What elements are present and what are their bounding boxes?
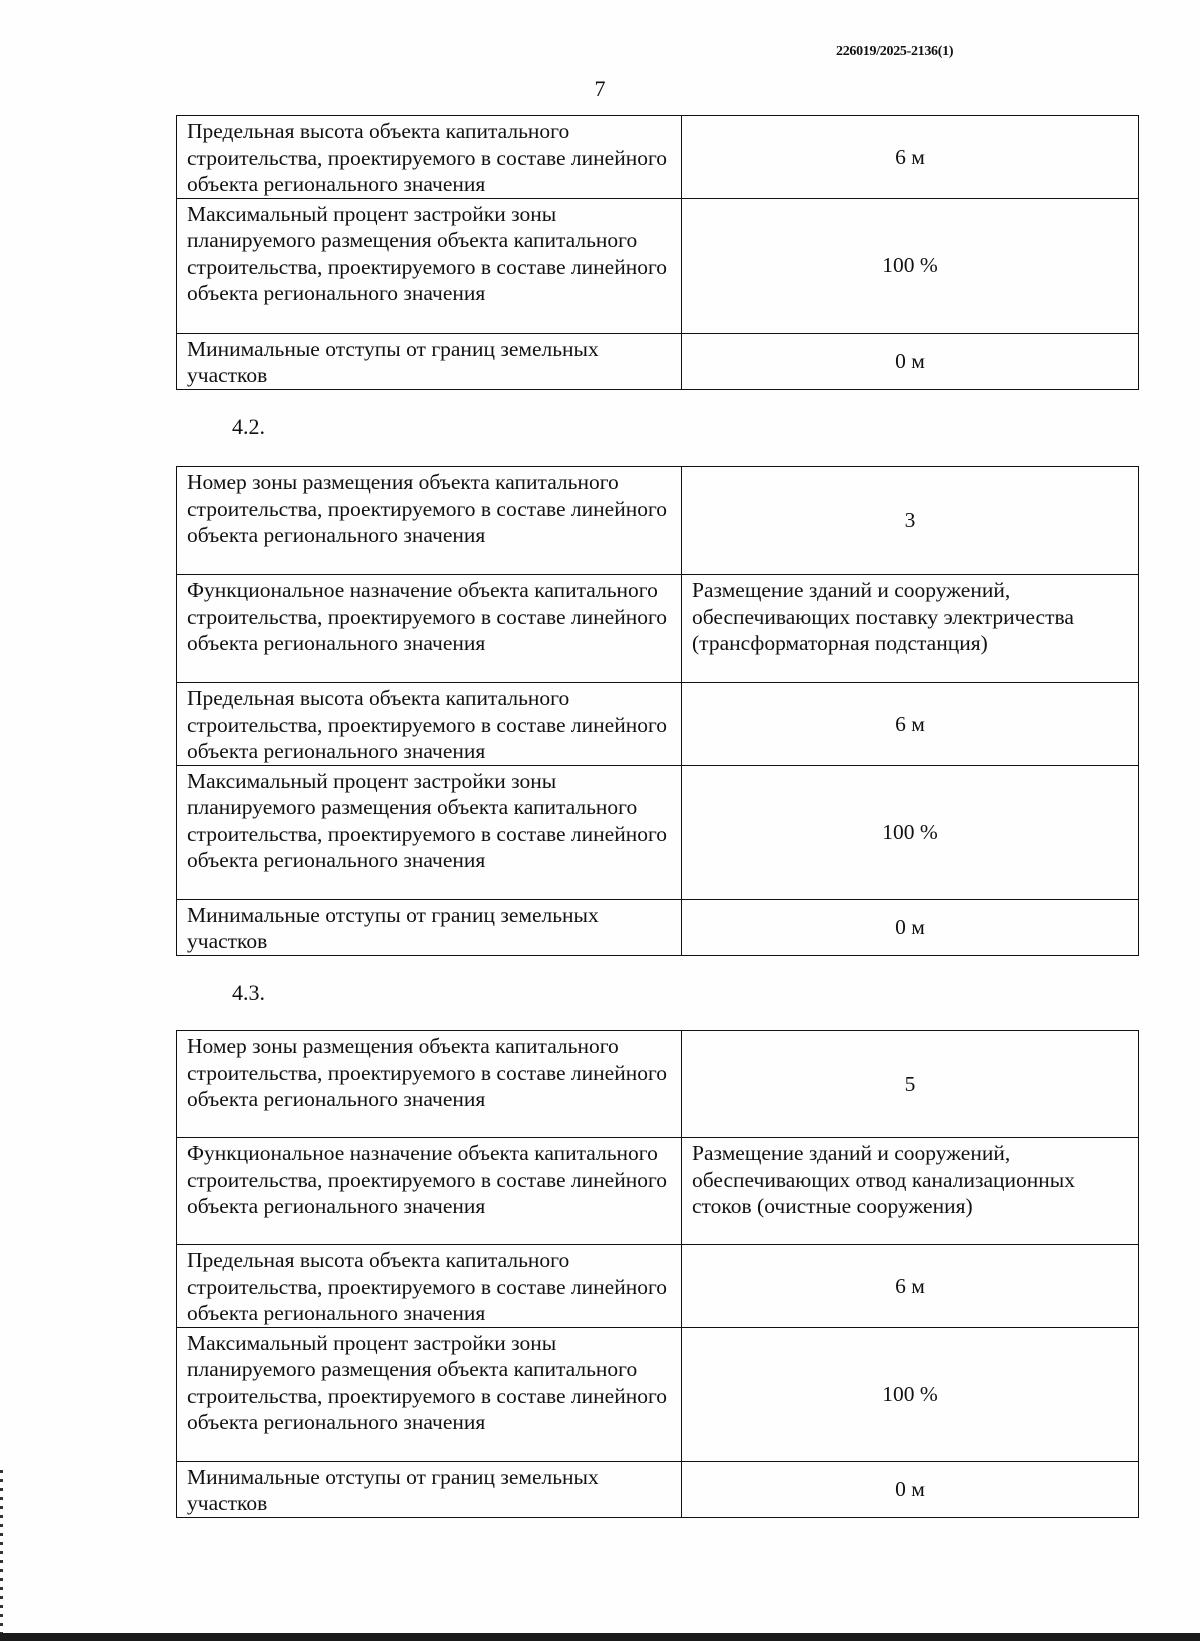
param-label: Номер зоны размещения объекта капитального строительства, проектируемого в составе линейного объекта регионального значения (177, 467, 682, 575)
document-id: 226019/2025-2136(1) (836, 44, 954, 59)
param-label: Максимальный процент застройки зоны планируемого размещения объекта капитального строительства, проектируемого в составе линейного объекта регионального значения (177, 1327, 682, 1461)
param-value: 3 (682, 467, 1139, 575)
params-table-4-2 (176, 466, 1139, 956)
param-value: 6 м (682, 116, 1139, 199)
param-value: 100 % (682, 1327, 1139, 1461)
param-label: Максимальный процент застройки зоны планируемого размещения объекта капитального строительства, проектируемого в составе линейного объекта регионального значения (177, 198, 682, 333)
table-row (177, 116, 1139, 199)
scan-edge-artifact (0, 1470, 3, 1641)
section-label-4-2: 4.2. (232, 414, 265, 439)
table-row (177, 467, 1139, 575)
param-label: Максимальный процент застройки зоны планируемого размещения объекта капитального строительства, проектируемого в составе линейного объекта регионального значения (177, 765, 682, 899)
param-value: 0 м (682, 333, 1139, 389)
table-row (177, 198, 1139, 333)
param-value: 100 % (682, 765, 1139, 899)
param-value: 5 (682, 1031, 1139, 1138)
param-label: Минимальные отступы от границ земельных участков (177, 333, 682, 389)
param-value: 100 % (682, 198, 1139, 333)
scan-bottom-bar (0, 1633, 1200, 1641)
table-row (177, 765, 1139, 899)
params-table-continued (176, 115, 1139, 390)
param-value: Размещение зданий и сооружений, обеспечивающих отвод канализационных стоков (очистные сооружения) (682, 1138, 1139, 1245)
param-label: Предельная высота объекта капитального строительства, проектируемого в составе линейного объекта регионального значения (177, 683, 682, 766)
param-label: Минимальные отступы от границ земельных участков (177, 1461, 682, 1517)
param-label: Функциональное назначение объекта капитального строительства, проектируемого в составе линейного объекта регионального значения (177, 575, 682, 683)
page-number-row (0, 76, 1200, 102)
table-row (177, 1031, 1139, 1138)
param-value: Размещение зданий и сооружений, обеспечивающих поставку электричества (трансформаторная подстанция) (682, 575, 1139, 683)
table-row (177, 333, 1139, 389)
param-value: 6 м (682, 1245, 1139, 1328)
table-row (177, 1138, 1139, 1245)
table-row (177, 1327, 1139, 1461)
section-label-4-3: 4.3. (232, 980, 265, 1005)
page-number: 7 (594, 76, 606, 101)
params-table-4-3 (176, 1030, 1139, 1518)
param-value: 6 м (682, 683, 1139, 766)
table-row (177, 683, 1139, 766)
param-value: 0 м (682, 1461, 1139, 1517)
param-value: 0 м (682, 899, 1139, 955)
table-row (177, 899, 1139, 955)
param-label: Номер зоны размещения объекта капитального строительства, проектируемого в составе линейного объекта регионального значения (177, 1031, 682, 1138)
param-label: Предельная высота объекта капитального строительства, проектируемого в составе линейного объекта регионального значения (177, 116, 682, 199)
table-row (177, 575, 1139, 683)
table-row (177, 1245, 1139, 1328)
param-label: Предельная высота объекта капитального строительства, проектируемого в составе линейного объекта регионального значения (177, 1245, 682, 1328)
param-label: Минимальные отступы от границ земельных участков (177, 899, 682, 955)
table-row (177, 1461, 1139, 1517)
param-label: Функциональное назначение объекта капитального строительства, проектируемого в составе линейного объекта регионального значения (177, 1138, 682, 1245)
